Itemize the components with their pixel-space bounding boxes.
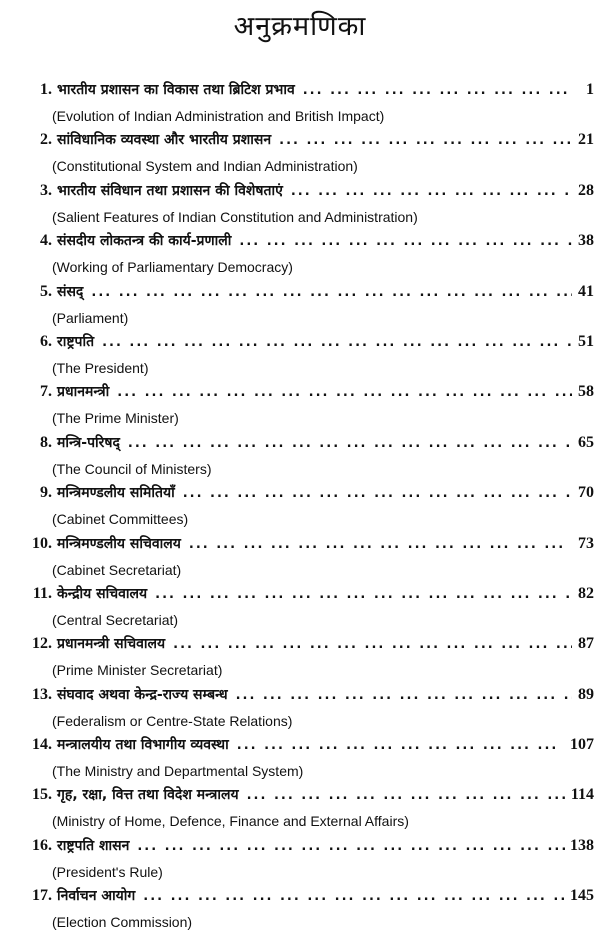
entry-page-number: 138 — [570, 836, 594, 854]
entry-hindi-title: संसद् — [57, 283, 84, 300]
entry-page-number: 114 — [570, 786, 594, 804]
entry-number: 4. — [40, 232, 52, 250]
entry-hindi-title: गृह, रक्षा, वित्त तथा विदेश मन्त्रालय — [57, 787, 239, 804]
entry-number: 8. — [40, 433, 52, 451]
entry-english-title: (Parliament) — [52, 309, 129, 326]
table-of-contents — [14, 80, 594, 937]
entry-page-number: 82 — [578, 584, 594, 602]
entry-number: 15. — [32, 786, 52, 804]
toc-entry[interactable] — [14, 785, 594, 835]
entry-english-title: (The President) — [52, 359, 149, 376]
toc-entry[interactable] — [14, 534, 594, 584]
entry-number: 6. — [40, 332, 52, 350]
entry-hindi-title: केन्द्रीय सचिवालय — [57, 585, 148, 602]
entry-english-title: (Cabinet Committees) — [52, 511, 189, 528]
entry-english-title: (Cabinet Secretariat) — [52, 561, 182, 578]
leader-dots — [239, 788, 567, 803]
entry-page-number: 145 — [570, 887, 594, 905]
entry-english-title: (Election Commission) — [52, 914, 193, 931]
entry-number: 12. — [32, 635, 52, 653]
leader-dots — [120, 436, 572, 451]
toc-entry[interactable] — [14, 382, 594, 432]
leader-dots — [283, 184, 572, 199]
leader-dots — [129, 839, 566, 854]
leader-dots — [165, 637, 572, 652]
entry-page-number: 21 — [578, 131, 594, 149]
entry-page-number: 87 — [578, 635, 594, 653]
entry-hindi-title: प्रधानमन्त्री सचिवालय — [57, 636, 166, 653]
toc-entry[interactable] — [14, 886, 594, 936]
leader-dots — [228, 688, 572, 703]
entry-number: 14. — [32, 736, 52, 754]
entry-hindi-title: प्रधानमन्त्री — [57, 384, 110, 401]
leader-dots — [94, 335, 572, 350]
page-title: अनुक्रमणिका — [233, 11, 367, 42]
toc-entry[interactable] — [14, 836, 594, 886]
entry-hindi-title: मन्त्रालयीय तथा विभागीय व्यवस्था — [57, 737, 229, 754]
entry-english-title: (Salient Features of Indian Constitution and Administration) — [52, 208, 418, 225]
entry-page-number: 51 — [578, 332, 594, 350]
toc-entry[interactable] — [14, 181, 594, 231]
leader-dots — [229, 738, 566, 753]
entry-page-number: 89 — [578, 685, 594, 703]
toc-entry[interactable] — [14, 80, 594, 130]
entry-hindi-title: सांविधानिक व्यवस्था और भारतीय प्रशासन — [57, 132, 272, 149]
entry-number: 16. — [32, 836, 52, 854]
entry-number: 2. — [40, 131, 52, 149]
entry-number: 9. — [40, 484, 52, 502]
entry-english-title: (The Council of Ministers) — [52, 460, 212, 477]
toc-entry[interactable] — [14, 433, 594, 483]
entry-english-title: (Ministry of Home, Defence, Finance and External Affairs) — [52, 813, 409, 830]
toc-entry[interactable] — [14, 584, 594, 634]
toc-entry[interactable] — [14, 735, 594, 785]
entry-number: 10. — [32, 534, 52, 552]
entry-page-number: 73 — [578, 534, 594, 552]
entry-english-title: (Central Secretariat) — [52, 611, 179, 628]
entry-english-title: (Evolution of Indian Administration and British Impact) — [52, 108, 385, 124]
entry-page-number: 1 — [586, 81, 594, 98]
entry-page-number: 58 — [578, 383, 594, 401]
toc-entry[interactable] — [14, 332, 594, 382]
toc-entry[interactable] — [14, 282, 594, 332]
entry-hindi-title: राष्ट्रपति — [57, 333, 95, 350]
leader-dots — [295, 83, 572, 98]
entry-page-number: 38 — [578, 232, 594, 250]
entry-hindi-title: निर्वाचन आयोग — [57, 888, 136, 905]
entry-hindi-title: राष्ट्रपति शासन — [57, 837, 130, 854]
leader-dots — [231, 234, 572, 249]
toc-entry[interactable] — [14, 634, 594, 684]
entry-page-number: 41 — [578, 282, 594, 300]
entry-hindi-title: संघवाद अथवा केन्द्र-राज्य सम्बन्ध — [57, 686, 228, 703]
entry-english-title: (Prime Minister Secretariat) — [52, 662, 223, 679]
entry-hindi-title: मन्त्रि-परिषद् — [57, 434, 120, 451]
entry-hindi-title: भारतीय संविधान तथा प्रशासन की विशेषताएं — [57, 182, 283, 199]
toc-entry[interactable] — [14, 483, 594, 533]
toc-entry[interactable] — [14, 130, 594, 180]
leader-dots — [271, 133, 572, 148]
entry-english-title: (President's Rule) — [52, 863, 163, 880]
entry-hindi-title: भारतीय प्रशासन का विकास तथा ब्रिटिश प्रभाव — [57, 82, 295, 98]
leader-dots — [83, 285, 572, 300]
entry-english-title: (Federalism or Centre-State Relations) — [52, 712, 293, 729]
entry-english-title: (Working of Parliamentary Democracy) — [52, 259, 293, 276]
entry-number: 7. — [40, 383, 52, 401]
leader-dots — [109, 385, 572, 400]
entry-page-number: 107 — [570, 736, 594, 754]
entry-english-title: (The Ministry and Departmental System) — [52, 763, 304, 780]
toc-entry[interactable] — [14, 685, 594, 735]
leader-dots — [135, 889, 566, 904]
entry-page-number: 28 — [578, 181, 594, 199]
leader-dots — [181, 537, 572, 552]
entry-hindi-title: संसदीय लोकतन्त्र की कार्य-प्रणाली — [57, 233, 232, 250]
entry-english-title: (The Prime Minister) — [52, 410, 179, 427]
entry-number: 17. — [32, 887, 52, 905]
entry-page-number: 65 — [578, 433, 594, 451]
entry-page-number: 70 — [578, 484, 594, 502]
entry-number: 13. — [32, 685, 52, 703]
entry-english-title: (Constitutional System and Indian Administration) — [52, 158, 358, 175]
toc-entry[interactable] — [14, 231, 594, 281]
leader-dots — [147, 587, 572, 602]
entry-hindi-title: मन्त्रिमण्डलीय समितियाँ — [57, 485, 175, 502]
entry-number: 11. — [32, 584, 52, 602]
leader-dots — [175, 486, 572, 501]
entry-number: 1. — [40, 81, 52, 98]
entry-hindi-title: मन्त्रिमण्डलीय सचिवालय — [57, 535, 181, 552]
entry-number: 5. — [40, 282, 52, 300]
entry-number: 3. — [40, 181, 52, 199]
